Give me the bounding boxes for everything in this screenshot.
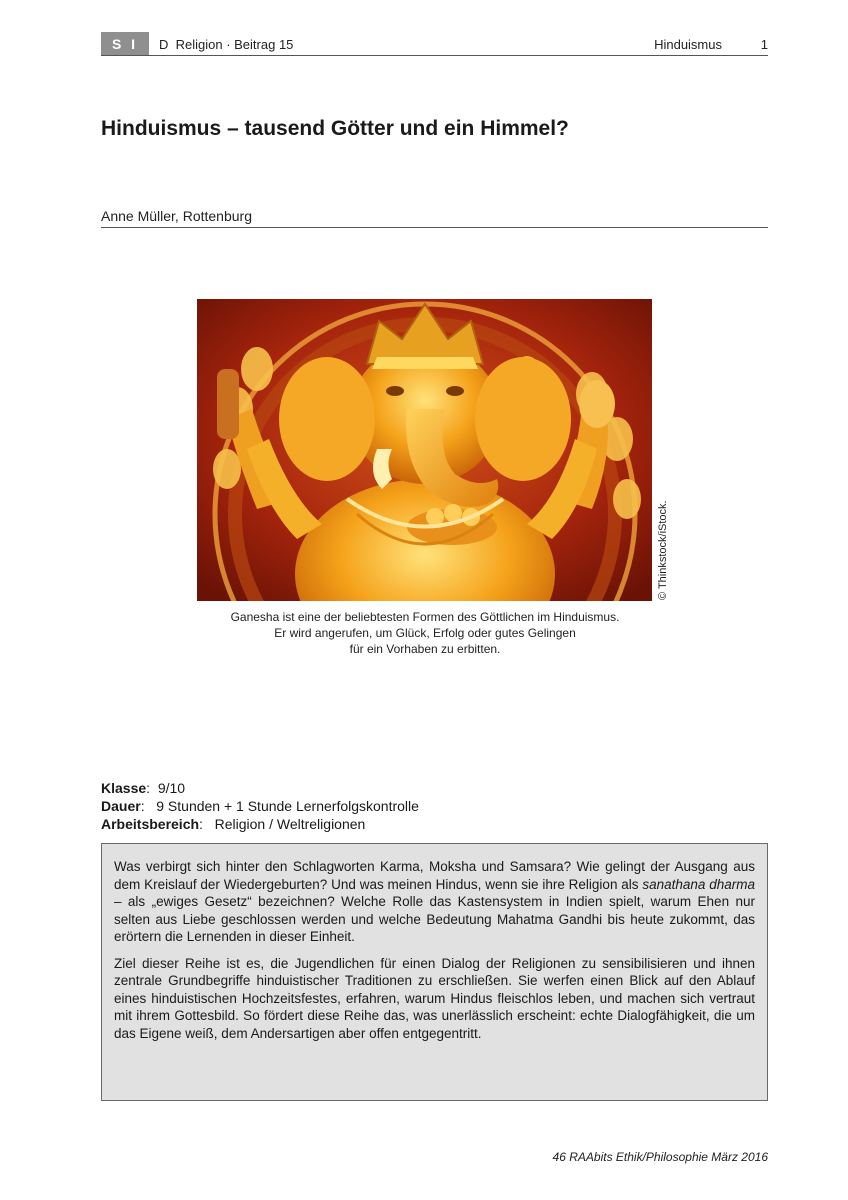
meta-label: Klasse — [101, 780, 147, 796]
meta-value: 9 Stunden + 1 Stunde Lernerfolgskontrolle — [156, 798, 419, 814]
caption-line: Er wird angerufen, um Glück, Erfolg oder gutes Gelingen — [274, 626, 576, 640]
header-divider — [101, 55, 768, 56]
breadcrumb: D Religion · Beitrag 15 — [159, 37, 294, 52]
meta-arbeitsbereich: Arbeitsbereich: Religion / Weltreligionen — [101, 816, 366, 832]
author-line: Anne Müller, Rottenburg — [101, 208, 252, 224]
image-caption — [160, 609, 690, 657]
summary-text: Was verbirgt sich hinter den Schlagworten Karma, Moksha und Samsara? Wie gelingt der Ausgang aus dem Kreislauf der Wiedergeburten? Und was meinen Hindus, wenn sie ihre Religion als — [114, 859, 755, 892]
author-divider — [101, 227, 768, 228]
meta-dauer: Dauer: 9 Stunden + 1 Stunde Lernerfolgskontrolle — [101, 798, 419, 814]
footer-publication: 46 RAAbits Ethik/Philosophie März 2016 — [552, 1150, 768, 1164]
meta-value: Religion / Weltreligionen — [214, 816, 366, 832]
summary-paragraph — [114, 858, 755, 946]
photo-credit: © Thinkstock/iStock. — [657, 500, 669, 600]
header-topic: Hinduismus — [654, 37, 722, 52]
level-badge: S I — [101, 32, 149, 56]
meta-klasse: Klasse: 9/10 — [101, 780, 186, 796]
caption-line: Ganesha ist eine der beliebtesten Formen des Göttlichen im Hinduismus. — [230, 610, 620, 624]
meta-label: Dauer — [101, 798, 141, 814]
page-title: Hinduismus – tausend Götter und ein Himmel? — [101, 117, 569, 140]
summary-italic-term: sanathana dharma — [642, 876, 755, 892]
meta-value: 9/10 — [157, 780, 186, 796]
ganesha-photo — [197, 299, 652, 601]
caption-line: für ein Vorhaben zu erbitten. — [349, 642, 501, 656]
summary-box — [101, 843, 768, 1101]
page-number: 1 — [760, 37, 768, 52]
summary-paragraph: Ziel dieser Reihe ist es, die Jugendlichen für einen Dialog der Religionen zu sensibilisieren und ihnen zentrale Grundbegriffe hinduistischer Traditionen zu erschließen. Sie werfen einen Blick auf den Ablauf eines hinduistischen Hochzeitsfestes, erfahren, warum Hindus fleischlos leben, und machen sich vertraut mit ihrem Gottesbild. So fördert diese Reihe das, was unerlässlich erscheint: echte Dialogfähigkeit, die um das Eigene weiß, dem Andersartigen aber offen entgegentritt. — [114, 955, 755, 1041]
meta-label: Arbeitsbereich — [101, 816, 200, 832]
summary-text: – als „ewiges Gesetz“ bezeichnen? Welche Rolle das Kastensystem in Indien spielt, warum Ehen nur selten aus Liebe geschlossen werden und welche Bedeutung Mahatma Gandhi bis heute zukommt, das erörtern die Lernenden in dieser Einheit. — [114, 894, 755, 944]
